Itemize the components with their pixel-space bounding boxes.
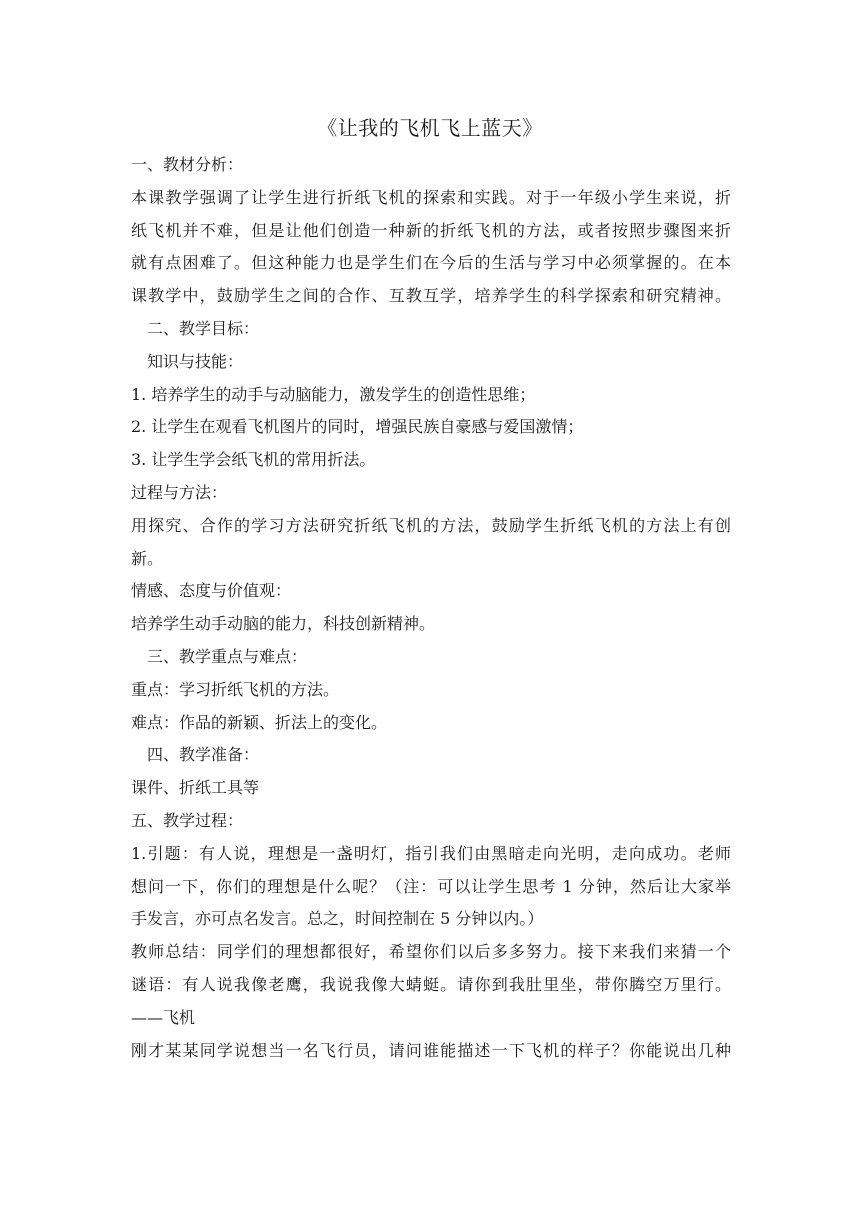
heading-teaching-preparation: 四、教学准备： [147,745,260,765]
paragraph-line: 谜语：有人说我像老鹰，我说我像大蜻蜓。请你到我肚里坐，带你腾空万里行。 [131,974,731,994]
paragraph-line: 培养学生动手动脑的能力，科技创新精神。 [131,614,436,634]
paragraph-line: 刚才某某同学说想当一名飞行员，请问谁能描述一下飞机的样子？你能说出几种 [131,1040,731,1060]
paragraph-line: 用探究、合作的学习方法研究折纸飞机的方法，鼓励学生折纸飞机的方法上有创 [131,515,731,535]
subheading-emotion-values: 情感、态度与价值观： [131,581,292,601]
heading-key-difficult-points: 三、教学重点与难点： [147,646,308,666]
paragraph-line: 纸飞机并不难，但是让他们创造一种新的折纸飞机的方法，或者按照步骤图来折 [131,220,731,240]
subheading-knowledge-skills: 知识与技能： [147,351,244,371]
heading-teaching-goals: 二、教学目标： [147,318,260,338]
paragraph-line: 就有点困难了。但这种能力也是学生们在今后的生活与学习中必须掌握的。在本 [131,253,731,273]
paragraph-line: 本课教学强调了让学生进行折纸飞机的探索和实践。对于一年级小学生来说，折 [131,187,731,207]
paragraph-line: 新。 [131,548,164,568]
paragraph-line: 重点：学习折纸飞机的方法。 [131,679,340,699]
paragraph-line: 难点：作品的新颖、折法上的变化。 [131,712,388,732]
heading-textbook-analysis: 一、教材分析： [131,155,244,174]
paragraph-line: 课件、折纸工具等 [131,778,260,798]
list-item: 3. 让学生学会纸飞机的常用折法。 [131,450,376,470]
paragraph-line: 课教学中，鼓励学生之间的合作、互教互学，培养学生的科学探索和研究精神。 [131,286,731,306]
list-item: 2. 让学生在观看飞机图片的同时，增强民族自豪感与爱国激情； [131,417,584,437]
subheading-process-methods: 过程与方法： [131,482,228,502]
paragraph-line: 教师总结：同学们的理想都很好，希望你们以后多多努力。接下来我们来猜一个 [131,942,731,962]
paragraph-line: 想问一下，你们的理想是什么呢？（注：可以让学生思考 1 分钟，然后让大家举 [131,876,731,896]
paragraph-line: 手发言，亦可点名发言。总之，时间控制在 5 分钟以内。） [131,909,544,929]
heading-teaching-process: 五、教学过程： [131,810,244,830]
list-item: 1. 培养学生的动手与动脑能力，激发学生的创造性思维； [131,384,536,404]
document-title: 《让我的飞机飞上蓝天》 [317,116,543,140]
paragraph-line: 1.引题：有人说，理想是一盏明灯，指引我们由黑暗走向光明，走向成功。老师 [131,843,731,863]
paragraph-line: ——飞机 [131,1007,196,1027]
document-body [131,149,731,1067]
